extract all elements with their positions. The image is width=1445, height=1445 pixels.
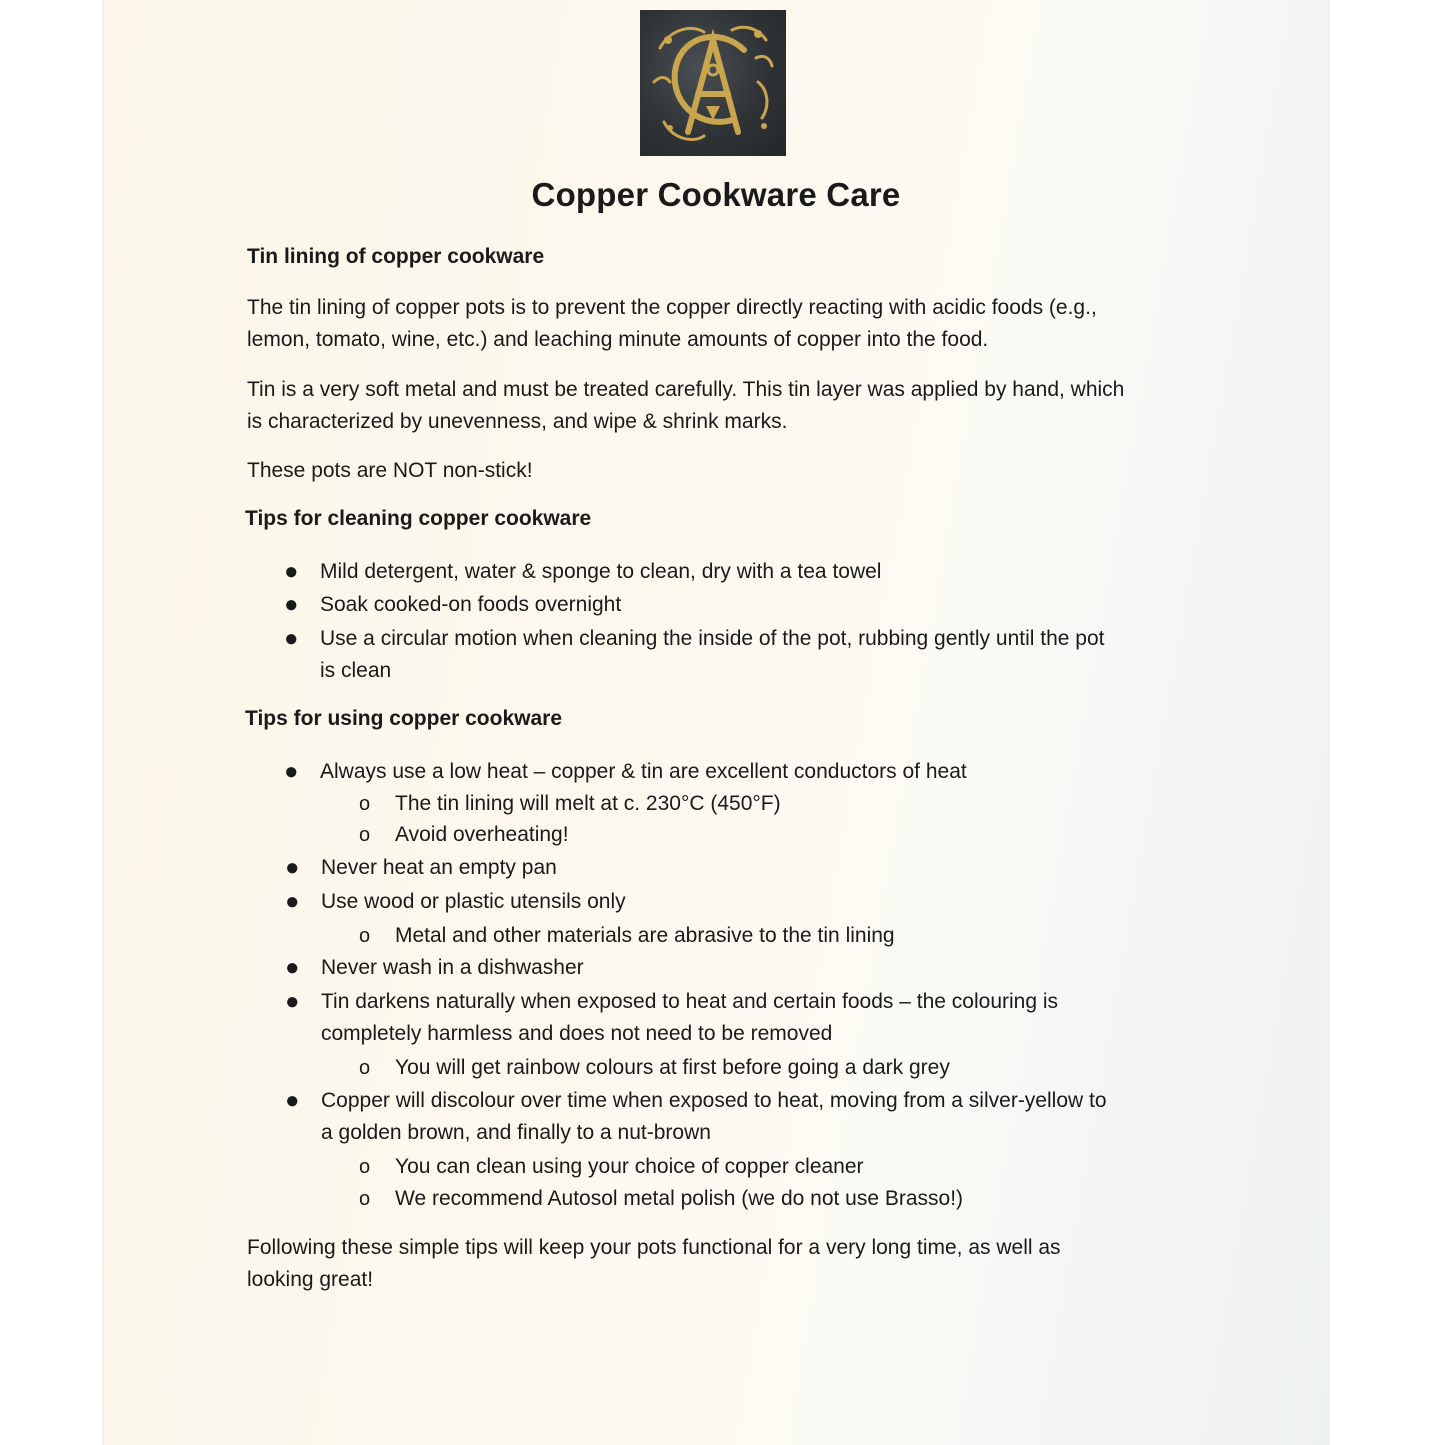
paragraph-tin-lining-purpose [247,292,1187,356]
list-item-text: Copper will discolour over time when exposed to heat, moving from a silver-yellow to [321,1089,1107,1112]
list-item-text: completely harmless and does not need to be removed [321,1022,833,1045]
list-item-text: Never wash in a dishwasher [321,956,584,979]
sub-list-item [359,1052,950,1084]
paragraph-tin-soft-metal [247,374,1187,438]
text-line: Tin is a very soft metal and must be treated carefully. This tin layer was applied by hand, which [247,378,1125,401]
bullet-marker: ● [284,591,299,618]
sub-bullet-marker: o [359,1057,371,1079]
list-item [285,952,584,984]
sub-list-item-text: Metal and other materials are abrasive to the tin lining [395,924,895,947]
text-line: Following these simple tips will keep your pots functional for a very long time, as well as [247,1236,1061,1259]
sub-list-item-text: Avoid overheating! [395,823,569,846]
bullet-marker: ● [284,558,299,585]
list-item-text: Use a circular motion when cleaning the inside of the pot, rubbing gently until the pot [320,627,1105,650]
bullet-marker: ● [285,988,300,1015]
list-item [284,589,622,621]
paragraph-closing [247,1232,1177,1296]
list-item-text: Use wood or plastic utensils only [321,890,626,913]
list-item-text: is clean [320,659,392,682]
sub-list-item-text: You can clean using your choice of copper cleaner [395,1155,864,1178]
list-item [285,986,1177,1050]
sub-bullet-marker: o [359,793,371,815]
document-page [104,0,1328,1445]
text-line: looking great! [247,1268,374,1291]
list-item [284,556,882,588]
list-item [285,852,557,884]
paragraph-not-non-stick [247,455,1187,487]
bullet-marker: ● [285,954,300,981]
list-item [284,756,967,788]
monogram-logo-icon [640,10,786,156]
sub-bullet-marker: o [359,824,371,846]
text-line: is characterized by unevenness, and wipe & shrink marks. [247,410,788,433]
list-item-text: a golden brown, and finally to a nut-brown [321,1121,711,1144]
text-line: These pots are NOT non-stick! [247,459,533,482]
bullet-marker: ● [285,854,300,881]
sub-list-item-text: We recommend Autosol metal polish (we do not use Brasso!) [395,1187,964,1210]
text-line: lemon, tomato, wine, etc.) and leaching minute amounts of copper into the food. [247,328,989,351]
section-heading-cleaning: Tips for cleaning copper cookware [245,507,592,530]
sub-list-item [359,1183,964,1215]
sub-bullet-marker: o [359,1188,371,1210]
section-heading-tin-lining: Tin lining of copper cookware [247,245,545,268]
section-heading-using: Tips for using copper cookware [245,707,563,730]
list-item-text: Tin darkens naturally when exposed to heat and certain foods – the colouring is [321,990,1059,1013]
bullet-marker: ● [285,888,300,915]
text-line: The tin lining of copper pots is to prevent the copper directly reacting with acidic foods (e.g., [247,296,1097,319]
list-item-text: Soak cooked-on foods overnight [320,593,622,616]
sub-list-item [359,920,895,952]
list-item-text: Always use a low heat – copper & tin are excellent conductors of heat [320,760,967,783]
sub-bullet-marker: o [359,925,371,947]
bullet-marker: ● [284,758,299,785]
list-item [284,623,1105,687]
sub-list-item [359,819,569,851]
sub-list-item-text: You will get rainbow colours at first before going a dark grey [395,1056,950,1079]
sub-list-item-text: The tin lining will melt at c. 230°C (450°F) [395,792,781,815]
page-title: Copper Cookware Care [531,176,901,213]
sub-list-item [359,788,781,820]
list-item-text: Never heat an empty pan [321,856,557,879]
sub-list-item [359,1151,864,1183]
list-item-text: Mild detergent, water & sponge to clean, dry with a tea towel [320,560,882,583]
bullet-marker: ● [285,1087,300,1114]
sub-bullet-marker: o [359,1156,371,1178]
list-item [285,1085,1177,1149]
monogram-logo-svg [640,10,786,156]
bullet-marker: ● [284,625,299,652]
list-item [285,886,626,918]
